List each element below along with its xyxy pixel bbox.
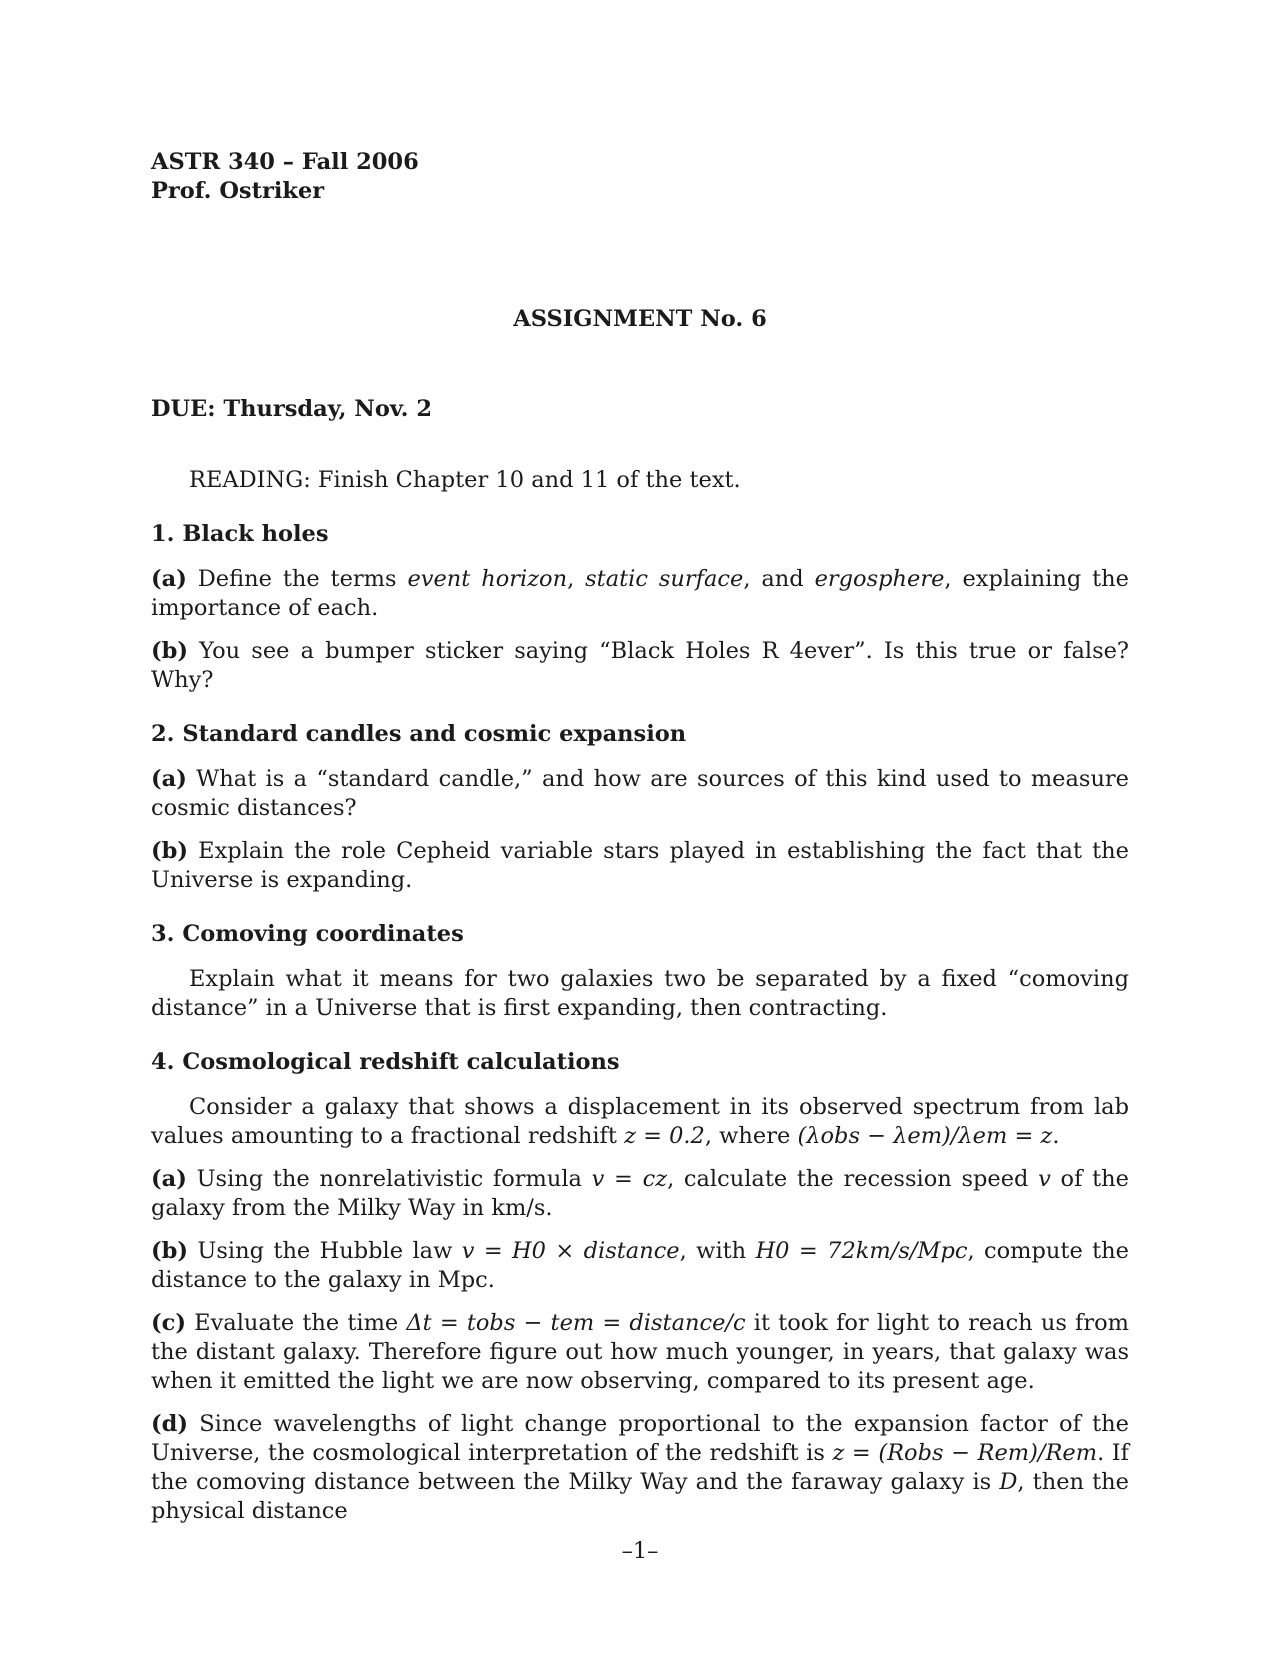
math-expression: D bbox=[999, 1469, 1018, 1495]
math-expression: z = (Robs − Rem)/Rem bbox=[832, 1440, 1098, 1466]
math-expression: (λobs − λem)/λem = z bbox=[797, 1123, 1053, 1149]
question-2b bbox=[151, 837, 1129, 895]
question-text: , explaining the importance of each. bbox=[151, 566, 1129, 621]
question-label: (b) bbox=[151, 838, 189, 864]
professor-line: Prof. Ostriker bbox=[151, 178, 325, 204]
term-static-surface: static surface bbox=[585, 566, 744, 592]
question-label: (c) bbox=[151, 1310, 186, 1336]
question-text: , where bbox=[704, 1123, 798, 1149]
question-3: Explain what it means for two galaxies two be separated by a fixed “comoving distance” in a Universe that is first expanding, then contracting. bbox=[151, 966, 1129, 1021]
question-label: (a) bbox=[151, 566, 187, 592]
question-text: Evaluate the time bbox=[186, 1310, 407, 1336]
section-3-title: 3. Comoving coordinates bbox=[151, 921, 464, 947]
question-text: Using the nonrelativistic formula bbox=[186, 1166, 592, 1192]
due-date: DUE: Thursday, Nov. 2 bbox=[151, 396, 433, 422]
question-text: Since wavelengths of light change proportional to the expansion factor of the Universe, the cosmological interpretation of the redshift is bbox=[151, 1411, 1129, 1466]
section-1-title: 1. Black holes bbox=[151, 521, 329, 547]
math-expression: v = H0 × distance bbox=[461, 1238, 680, 1264]
question-label: (d) bbox=[151, 1411, 189, 1437]
reading-note: READING: Finish Chapter 10 and 11 of the text. bbox=[189, 467, 741, 493]
question-text: , then the physical distance bbox=[151, 1469, 1129, 1524]
term-ergosphere: ergosphere bbox=[814, 566, 945, 592]
question-4-intro bbox=[151, 1093, 1129, 1151]
question-text: Explain the role Cepheid variable stars played in establishing the fact that the Universe is expanding. bbox=[151, 838, 1129, 893]
term-event-horizon: event horizon bbox=[407, 566, 568, 592]
course-header bbox=[151, 148, 419, 206]
math-expression: z = 0.2 bbox=[624, 1123, 705, 1149]
course-line: ASTR 340 – Fall 2006 bbox=[151, 149, 419, 175]
question-text: . bbox=[1052, 1123, 1060, 1149]
question-text: You see a bumper sticker saying “Black Holes R 4ever”. Is this true or false? Why? bbox=[151, 638, 1129, 693]
assignment-content bbox=[151, 466, 1129, 1540]
section-2-title: 2. Standard candles and cosmic expansion bbox=[151, 721, 687, 747]
question-text: , compute the distance to the galaxy in Mpc. bbox=[151, 1238, 1129, 1293]
question-text: , calculate the recession speed bbox=[667, 1166, 1039, 1192]
question-2a bbox=[151, 765, 1129, 823]
question-text: it took for light to reach us from the distant galaxy. Therefore figure out how much younger, in years, that galaxy was when it emitted the light we are now observing, compared to its present age. bbox=[151, 1310, 1129, 1394]
question-text: , and bbox=[743, 566, 815, 592]
question-label: (b) bbox=[151, 638, 189, 664]
question-4c bbox=[151, 1309, 1129, 1396]
math-expression: v = cz bbox=[591, 1166, 668, 1192]
question-label: (a) bbox=[151, 1166, 187, 1192]
section-4-title: 4. Cosmological redshift calculations bbox=[151, 1049, 620, 1075]
question-4a bbox=[151, 1165, 1129, 1223]
question-text: of the galaxy from the Milky Way in km/s. bbox=[151, 1166, 1129, 1221]
question-text: , with bbox=[679, 1238, 756, 1264]
question-4d bbox=[151, 1410, 1129, 1526]
question-1a bbox=[151, 565, 1129, 623]
question-1b bbox=[151, 637, 1129, 695]
question-text: , bbox=[567, 566, 586, 592]
math-expression: v bbox=[1038, 1166, 1051, 1192]
question-label: (b) bbox=[151, 1238, 189, 1264]
question-text: Consider a galaxy that shows a displacement in its observed spectrum from lab values amounting to a fractional redshift bbox=[151, 1094, 1129, 1149]
question-text: Define the terms bbox=[186, 566, 408, 592]
question-text: . If the comoving distance between the Milky Way and the faraway galaxy is bbox=[151, 1440, 1129, 1495]
math-expression: H0 = 72km/s/Mpc bbox=[755, 1238, 968, 1264]
question-text: What is a “standard candle,” and how are sources of this kind used to measure cosmic distances? bbox=[151, 766, 1129, 821]
math-expression: Δt = tobs − tem = distance/c bbox=[406, 1310, 746, 1336]
assignment-title: ASSIGNMENT No. 6 bbox=[513, 306, 767, 332]
question-label: (a) bbox=[151, 766, 187, 792]
page-number: –1– bbox=[621, 1538, 659, 1564]
question-4b bbox=[151, 1237, 1129, 1295]
question-text: Using the Hubble law bbox=[188, 1238, 462, 1264]
